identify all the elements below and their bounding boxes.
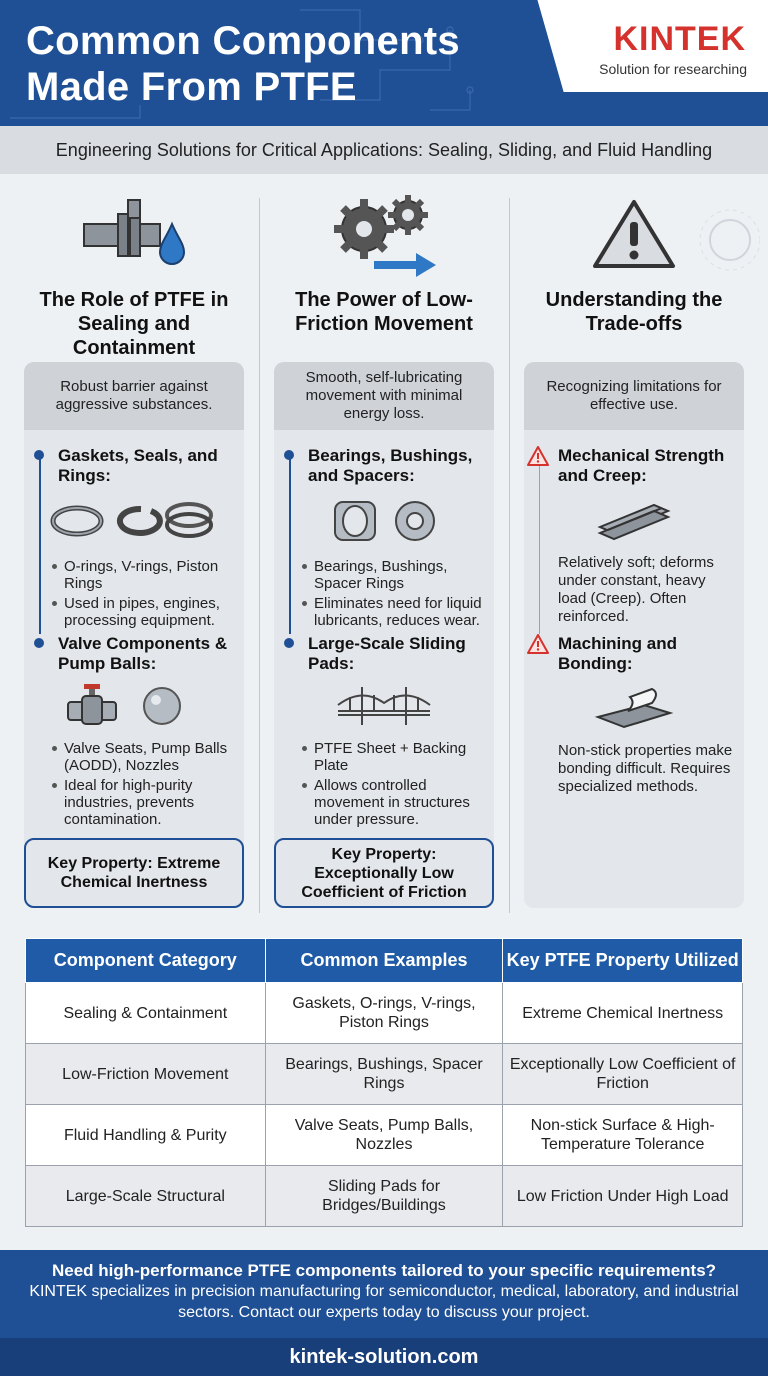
bullet-dot-icon: [284, 450, 294, 460]
column-title: The Role of PTFE in Sealing and Containment: [39, 289, 229, 359]
table-cell: Large-Scale Structural: [26, 1166, 266, 1227]
table-row: [26, 1105, 743, 1166]
section-sliding-pads: [274, 634, 494, 828]
column-divider: [259, 198, 260, 913]
bullet-dot-icon: [34, 450, 44, 460]
table-cell: Exceptionally Low Coefficient of Friction: [503, 1044, 743, 1105]
column-summary: Robust barrier against aggressive substances.: [24, 362, 244, 430]
bullet-dot-icon: [34, 638, 44, 648]
column-panel: [274, 362, 494, 908]
table-header-cell: Common Examples: [265, 939, 503, 983]
table-cell: Low Friction Under High Load: [503, 1166, 743, 1227]
section-gaskets: [24, 446, 244, 629]
column-divider: [509, 198, 510, 913]
column-sealing: [24, 186, 244, 908]
bullet-item: Ideal for high-purity industries, prevents contamination.: [24, 777, 244, 828]
cta-body: KINTEK specializes in precision manufacturing for semiconductor, medical, laboratory, and industrial sectors. Contact our experts today to discuss your project.: [29, 1283, 739, 1321]
column-friction: [274, 186, 494, 908]
warning-small-icon: [527, 634, 549, 654]
column-summary: Smooth, self-lubricating movement with minimal energy loss.: [274, 362, 494, 430]
section-heading: Machining and Bonding:: [558, 634, 677, 673]
section-heading: Bearings, Bushings, and Spacers:: [308, 446, 473, 485]
bushing-icon: [329, 498, 439, 544]
table-header-cell: Key PTFE Property Utilized: [503, 939, 743, 983]
section-machining: [524, 634, 744, 796]
table-row: [26, 1044, 743, 1105]
peeling-sheet-icon: [594, 687, 674, 731]
section-text: Non-stick properties make bonding difficult. Requires specialized methods.: [558, 742, 733, 795]
gears-arrow-icon: [324, 189, 444, 279]
bullet-item: Used in pipes, engines, processing equipment.: [24, 595, 244, 629]
table-cell: Valve Seats, Pump Balls, Nozzles: [265, 1105, 503, 1166]
column-panel: [524, 362, 744, 908]
table-row: [26, 983, 743, 1044]
bridge-icon: [334, 683, 434, 727]
brand-tagline: Solution for researching: [599, 61, 747, 77]
table-cell: Sealing & Containment: [26, 983, 266, 1044]
subtitle-bar: Engineering Solutions for Critical Applications: Sealing, Sliding, and Fluid Handling: [0, 126, 768, 174]
call-to-action-banner: [0, 1250, 768, 1338]
rings-icon: [49, 499, 219, 543]
column-title: Understanding the Trade-offs: [545, 289, 723, 335]
footer-bar: [0, 1338, 768, 1376]
brand-logo: KINTEK: [613, 20, 746, 58]
page-title: [26, 18, 460, 110]
table-header-row: [26, 939, 743, 983]
bullet-item: Eliminates need for liquid lubricants, reduces wear.: [274, 595, 494, 629]
section-heading: Mechanical Strength and Creep:: [558, 446, 725, 485]
section-strength: [524, 446, 744, 626]
bullet-item: PTFE Sheet + Backing Plate: [274, 740, 494, 774]
column-panel: [24, 362, 244, 908]
table-cell: Low-Friction Movement: [26, 1044, 266, 1105]
pipe-drop-icon: [74, 194, 194, 274]
valve-ball-icon: [64, 682, 204, 728]
table-cell: Extreme Chemical Inertness: [503, 983, 743, 1044]
header-banner: [0, 0, 768, 126]
title-line-1: Common Components: [26, 19, 460, 63]
bullet-dot-icon: [284, 638, 294, 648]
section-text: Relatively soft; deforms under constant, heavy load (Creep). Often reinforced.: [558, 554, 714, 625]
section-valves: [24, 634, 244, 828]
website-link[interactable]: kintek-solution.com: [289, 1345, 479, 1368]
table-cell: Sliding Pads for Bridges/Buildings: [265, 1166, 503, 1227]
section-heading: Large-Scale Sliding Pads:: [308, 634, 466, 673]
key-property-box: Key Property: Extreme Chemical Inertness: [24, 838, 244, 908]
warning-small-icon: [527, 446, 549, 466]
bullet-item: O-rings, V-rings, Piston Rings: [24, 558, 244, 592]
table-header-cell: Component Category: [26, 939, 266, 983]
section-heading: Valve Components & Pump Balls:: [58, 634, 228, 673]
bullet-item: Bearings, Bushings, Spacer Rings: [274, 558, 494, 592]
column-summary: Recognizing limitations for effective use.: [524, 362, 744, 430]
warning-icon: [589, 194, 679, 274]
table-cell: Gaskets, O-rings, V-rings, Piston Rings: [265, 983, 503, 1044]
beam-icon: [594, 499, 674, 543]
table-cell: Fluid Handling & Purity: [26, 1105, 266, 1166]
table-cell: Non-stick Surface & High-Temperature Tolerance: [503, 1105, 743, 1166]
summary-table: [25, 938, 743, 1227]
column-title: The Power of Low-Friction Movement: [295, 289, 473, 335]
table-row: [26, 1166, 743, 1227]
key-property-box: Key Property: Exceptionally Low Coefficient of Friction: [274, 838, 494, 908]
cta-headline: Need high-performance PTFE components tailored to your specific requirements?: [51, 1261, 717, 1280]
title-line-2: Made From PTFE: [26, 65, 357, 109]
bullet-item: Valve Seats, Pump Balls (AODD), Nozzles: [24, 740, 244, 774]
bullet-item: Allows controlled movement in structures under pressure.: [274, 777, 494, 828]
table-cell: Bearings, Bushings, Spacer Rings: [265, 1044, 503, 1105]
section-heading: Gaskets, Seals, and Rings:: [58, 446, 218, 485]
column-tradeoffs: [524, 186, 744, 908]
section-bearings: [274, 446, 494, 629]
